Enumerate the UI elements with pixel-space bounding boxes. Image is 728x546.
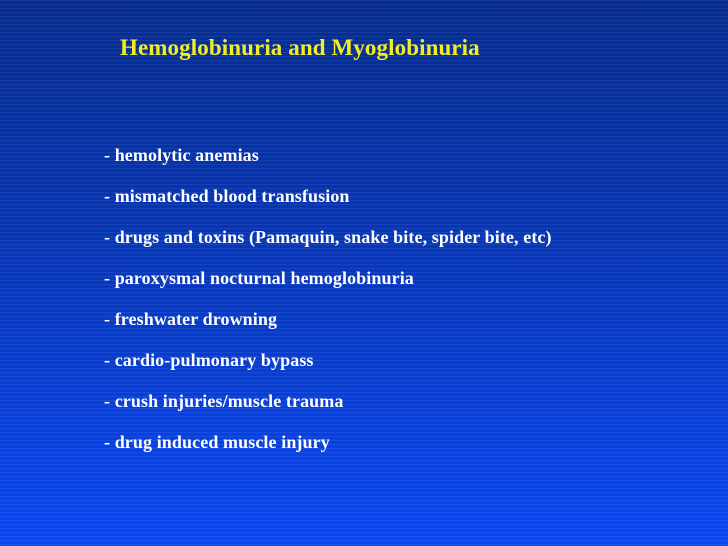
slide-title: Hemoglobinuria and Myoglobinuria [120, 35, 480, 60]
bullet-item-freshwater-drowning: - freshwater drowning [104, 309, 278, 329]
bullet-item-drugs-and-toxins: - drugs and toxins (Pamaquin, snake bite, spider bite, etc) [104, 227, 552, 247]
bullet-list [104, 143, 704, 471]
bullet-item-hemolytic-anemias: - hemolytic anemias [104, 145, 259, 165]
bullet-item-cardio-pulmonary-bypass: - cardio-pulmonary bypass [104, 350, 314, 370]
bullet-item-drug-induced-muscle-injury: - drug induced muscle injury [104, 432, 330, 452]
bullet-item-pnh: - paroxysmal nocturnal hemoglobinuria [104, 268, 414, 288]
bullet-item-mismatched-transfusion: - mismatched blood transfusion [104, 186, 350, 206]
bullet-item-crush-injuries: - crush injuries/muscle trauma [104, 391, 344, 411]
